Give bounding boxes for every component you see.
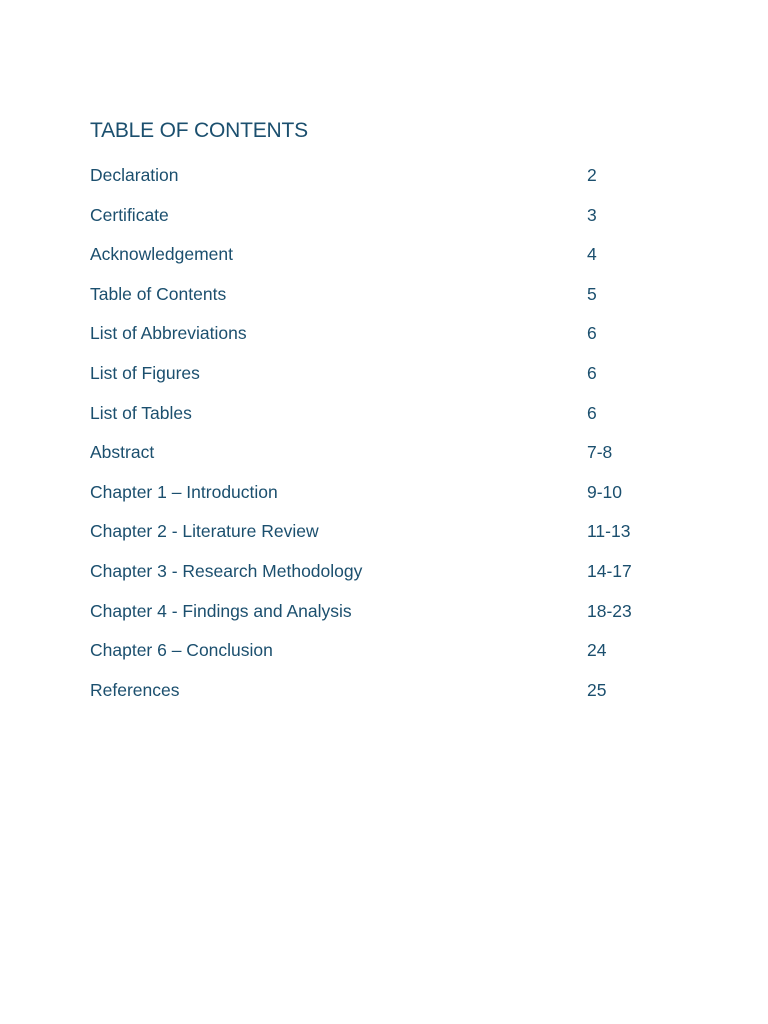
toc-entry-page: 18-23: [587, 600, 632, 621]
toc-entry-label: Declaration: [90, 165, 179, 185]
toc-entry-page: 24: [587, 640, 607, 661]
toc-entry: [90, 478, 690, 518]
toc-entry: [90, 161, 690, 201]
toc-entry-page: 9-10: [587, 481, 623, 502]
toc-entry-page: 11-13: [587, 521, 631, 542]
toc-entry-page: 25: [587, 679, 607, 700]
toc-entry: [90, 319, 690, 359]
toc-entry-page: 6: [587, 362, 597, 383]
toc-entry-label: Chapter 1 – Introduction: [90, 481, 278, 502]
toc-entry: [90, 438, 690, 478]
toc-entry: [90, 240, 690, 280]
toc-entry: [90, 359, 690, 399]
toc-entry-page: 5: [587, 283, 597, 304]
toc-entry: [90, 636, 690, 676]
toc-entry-page: 4: [587, 244, 597, 265]
toc-entry-label: Abstract: [90, 442, 155, 463]
toc-entry-label: List of Abbreviations: [90, 323, 247, 344]
toc-entry: [90, 280, 690, 320]
toc-entry-label: Chapter 3 - Research Methodology: [90, 560, 363, 581]
toc-entry: [90, 201, 690, 241]
toc-entry-page: 6: [587, 323, 597, 344]
toc-list: [90, 161, 690, 715]
toc-entry-label: Chapter 2 - Literature Review: [90, 521, 319, 542]
toc-entry: [90, 676, 690, 716]
toc-entry-label: Table of Contents: [90, 283, 227, 304]
toc-entry-label: List of Figures: [90, 362, 200, 383]
toc-entry: [90, 517, 690, 557]
toc-entry-page: 3: [587, 204, 597, 225]
toc-entry: [90, 597, 690, 637]
toc-entry-label: List of Tables: [90, 402, 192, 423]
page-title: TABLE OF CONTENTS: [90, 119, 308, 142]
toc-entry-label: Certificate: [90, 204, 169, 225]
toc-entry-label: References: [90, 679, 180, 700]
toc-entry: [90, 557, 690, 597]
toc-entry-label: Chapter 6 – Conclusion: [90, 640, 273, 661]
toc-entry-page: 14-17: [587, 560, 632, 581]
toc-entry-page: 2: [587, 165, 597, 185]
toc-entry-label: Acknowledgement: [90, 244, 233, 265]
toc-entry: [90, 399, 690, 439]
toc-entry-page: 6: [587, 402, 597, 423]
toc-entry-label: Chapter 4 - Findings and Analysis: [90, 600, 352, 621]
toc-entry-page: 7-8: [587, 442, 613, 463]
